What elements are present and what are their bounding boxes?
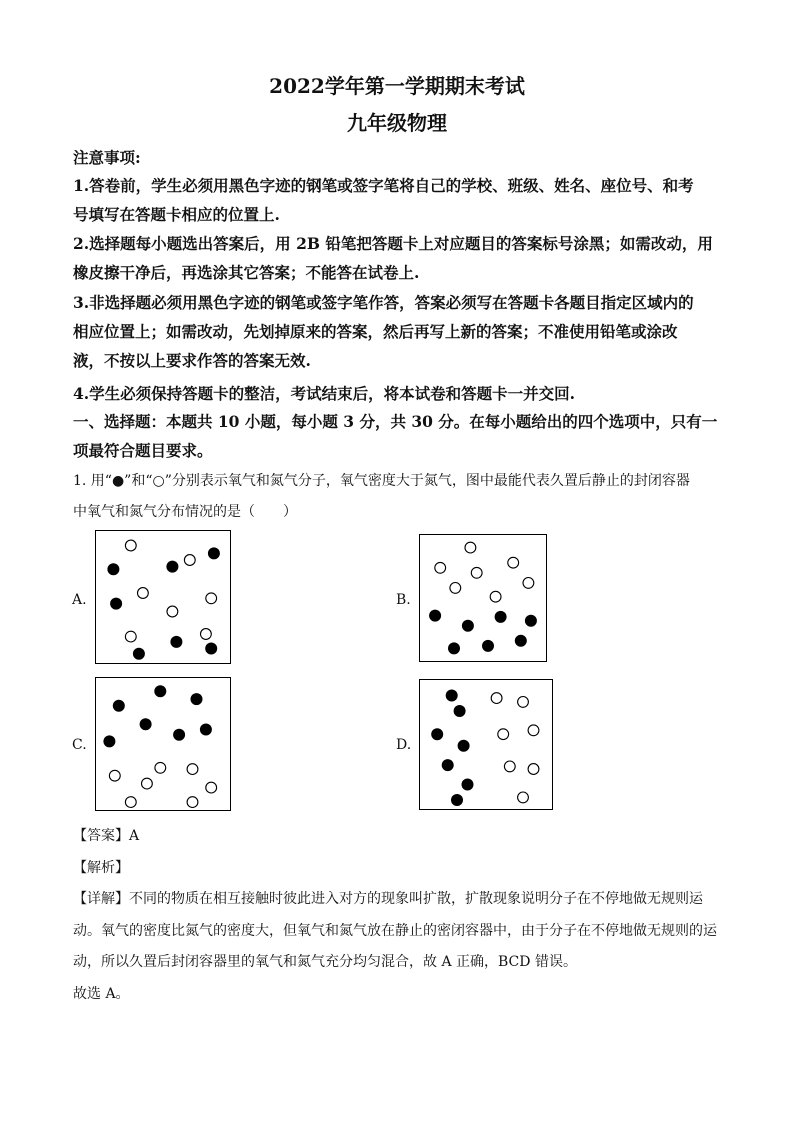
nitrogen-molecule: [528, 725, 539, 736]
nitrogen-molecule: [187, 764, 198, 775]
nitrogen-molecule: [491, 693, 502, 704]
oxygen-molecule: [525, 615, 537, 627]
detail-line: 动，所以久置后封闭容器里的氧气和氮气充分均匀混合，故 A 正确，BCD 错误。: [73, 954, 577, 970]
nitrogen-molecule: [201, 629, 212, 640]
oxygen-molecule: [462, 779, 474, 791]
nitrogen-molecule: [518, 697, 529, 708]
oxygen-molecule: [451, 794, 463, 806]
notes-line: 液，不按以上要求作答的答案无效.: [73, 351, 311, 370]
notes-line: 2.选择题每小题选出答案后，用 2B 铅笔把答题卡上对应题目的答案标号涂黑；如需改动，用: [73, 234, 713, 253]
oxygen-molecule: [482, 640, 494, 652]
nitrogen-molecule: [125, 540, 136, 551]
nitrogen-molecule: [125, 797, 136, 808]
nitrogen-molecule: [435, 562, 446, 573]
nitrogen-molecule: [498, 729, 509, 740]
oxygen-molecule: [191, 693, 203, 705]
nitrogen-molecule: [142, 778, 153, 789]
answer-line: 【答案】A: [73, 828, 140, 844]
oxygen-molecule: [140, 718, 152, 730]
notes-line: 4.学生必须保持答题卡的整洁，考试结束后，将本试卷和答题卡一并交回.: [73, 384, 576, 403]
oxygen-molecule: [448, 642, 460, 654]
nitrogen-molecule: [125, 631, 136, 642]
nitrogen-molecule: [518, 792, 529, 803]
option-label-b: B.: [396, 592, 411, 608]
oxygen-molecule: [166, 561, 178, 573]
nitrogen-molecule: [508, 557, 519, 568]
detail-line: 故选 A。: [73, 986, 130, 1002]
option-box-a: [95, 530, 231, 664]
molecule-layer: [420, 680, 552, 809]
exam-subtitle: 九年级物理: [347, 111, 447, 135]
question-text: 1. 用“●”和“○”分别表示氧气和氮气分子，氧气密度大于氮气，图中最能代表久置后静止的封闭容器: [73, 473, 690, 489]
oxygen-molecule: [107, 563, 119, 575]
option-label-c: C.: [72, 737, 87, 753]
oxygen-molecule: [208, 547, 220, 559]
nitrogen-molecule: [187, 797, 198, 808]
molecule-layer: [420, 535, 546, 661]
nitrogen-molecule: [490, 591, 501, 602]
oxygen-molecule: [446, 690, 458, 702]
molecule-layer: [96, 678, 230, 810]
nitrogen-molecule: [206, 782, 217, 793]
oxygen-molecule: [429, 610, 441, 622]
option-box-c: [95, 677, 231, 811]
nitrogen-molecule: [450, 583, 461, 594]
detail-line: 【详解】不同的物质在相互接触时彼此进入对方的现象叫扩散，扩散现象说明分子在不停地做无规则运: [73, 891, 703, 907]
nitrogen-molecule: [206, 593, 217, 604]
notes-line: 3.非选择题必须用黑色字迹的钢笔或签字笔作答，答案必须写在答题卡各题目指定区域内的: [73, 293, 694, 312]
oxygen-molecule: [495, 611, 507, 623]
nitrogen-molecule: [155, 762, 166, 773]
nitrogen-molecule: [471, 567, 482, 578]
notes-line: 1.答卷前，学生必须用黑色字迹的钢笔或签字笔将自己的学校、班级、姓名、座位号、和考: [73, 176, 694, 195]
notes-line: 号填写在答题卡相应的位置上.: [73, 205, 280, 224]
oxygen-molecule: [454, 705, 466, 717]
option-box-d: [419, 679, 553, 810]
notes-heading: 注意事项:: [73, 148, 141, 167]
nitrogen-molecule: [138, 588, 149, 599]
question-text: 中氧气和氮气分布情况的是（ ）: [73, 504, 297, 520]
oxygen-molecule: [515, 635, 527, 647]
option-label-d: D.: [396, 737, 412, 753]
oxygen-molecule: [110, 598, 122, 610]
oxygen-molecule: [173, 729, 185, 741]
notes-line: 相应位置上；如需改动，先划掉原来的答案，然后再写上新的答案；不准使用铅笔或涂改: [73, 322, 678, 341]
oxygen-molecule: [442, 759, 454, 771]
oxygen-molecule: [170, 636, 182, 648]
exam-title: 2022学年第一学期期末考试: [269, 74, 525, 98]
oxygen-molecule: [462, 620, 474, 632]
oxygen-molecule: [200, 724, 212, 736]
nitrogen-molecule: [528, 764, 539, 775]
option-label-a: A.: [72, 592, 87, 608]
section-heading: 一、选择题：本题共 10 小题，每小题 3 分，共 30 分。在每小题给出的四个选项中，只有一: [73, 412, 718, 431]
detail-line: 动。氧气的密度比氮气的密度大，但氧气和氮气放在静止的密闭容器中，由于分子在不停地做无规则的运: [73, 923, 717, 939]
oxygen-molecule: [113, 700, 125, 712]
option-box-b: [419, 534, 547, 662]
nitrogen-molecule: [184, 555, 195, 566]
oxygen-molecule: [103, 735, 115, 747]
oxygen-molecule: [431, 728, 443, 740]
section-heading: 项最符合题目要求。: [73, 441, 213, 460]
nitrogen-molecule: [504, 761, 515, 772]
oxygen-molecule: [154, 685, 166, 697]
oxygen-molecule: [458, 740, 470, 752]
molecule-layer: [96, 531, 230, 663]
analysis-heading: 【解析】: [73, 860, 129, 876]
oxygen-molecule: [205, 643, 217, 655]
oxygen-molecule: [133, 648, 145, 660]
nitrogen-molecule: [109, 770, 120, 781]
nitrogen-molecule: [167, 606, 178, 617]
nitrogen-molecule: [523, 578, 534, 589]
notes-line: 橡皮擦干净后，再选涂其它答案；不能答在试卷上.: [73, 263, 420, 282]
nitrogen-molecule: [465, 542, 476, 553]
